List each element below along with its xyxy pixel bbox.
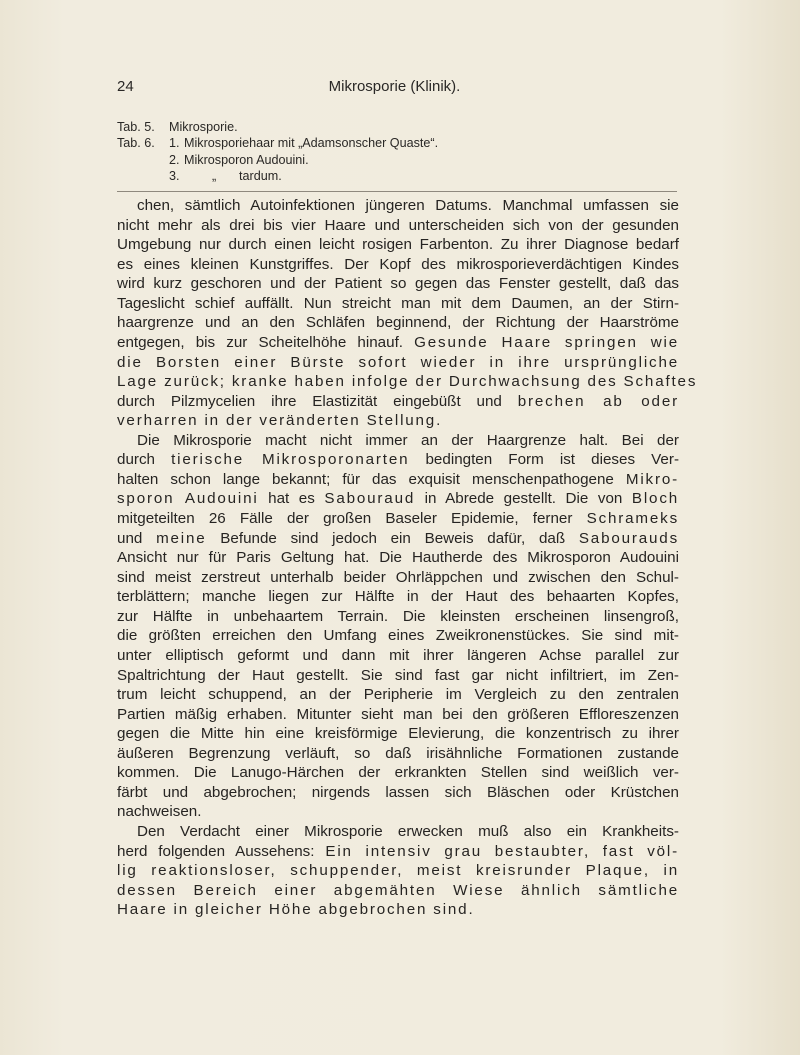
text-line	[117, 900, 679, 920]
text-line	[117, 353, 679, 373]
spaced-emphasis: sporon Audouini	[117, 490, 259, 508]
text-segment: entgegen, bis zur Scheitelhöhe hinauf.	[117, 333, 415, 351]
caption-text: tardum.	[239, 168, 282, 183]
text-line	[117, 274, 679, 294]
spaced-emphasis: dessen Bereich einer abgemähten Wiese ähnlich sämtliche	[117, 881, 679, 899]
caption-number: 1.	[169, 136, 180, 151]
plate-captions	[117, 119, 677, 184]
caption-tab-label: Tab. 5.	[117, 120, 155, 134]
spaced-emphasis: Bloch	[631, 490, 680, 508]
spaced-emphasis: lig reaktionsloser, schuppender, meist kreisrunder Plaque, in	[117, 862, 679, 880]
caption-number: 2.	[169, 152, 180, 167]
page-header	[117, 78, 672, 102]
spaced-emphasis: meine	[156, 529, 207, 547]
text-line	[117, 587, 679, 607]
text-segment: Befunde sind jedoch ein Beweis dafür, daß	[206, 529, 579, 547]
text-line	[117, 509, 679, 529]
text-segment: bedingten Form ist dieses Ver-	[409, 451, 679, 469]
text-line	[117, 411, 679, 431]
text-segment: haargrenze und an den Schläfen beginnend, der Richtung der Haarströme	[117, 314, 679, 332]
text-segment: färbt und abgebrochen; nirgends lassen sich Bläschen oder Krüstchen	[117, 783, 679, 801]
text-line	[117, 626, 679, 646]
text-line	[117, 372, 698, 392]
text-segment: nicht mehr als drei bis vier Haare und unterscheiden sich von der gesunden	[117, 216, 679, 234]
text-segment: Tageslicht schief auffällt. Nun streicht man mit dem Daumen, an der Stirn-	[117, 294, 679, 312]
caption-text: Mikrosporon Audouini.	[184, 152, 309, 167]
text-segment: in Abrede gestellt. Die von	[415, 490, 632, 508]
text-segment: herd folgenden Aussehens:	[117, 842, 326, 860]
text-segment: Die Mikrosporie macht nicht immer an der Haargrenze halt. Bei der	[137, 431, 679, 449]
text-segment: es eines kleinen Kunstgriffes. Der Kopf des mikrosporieverdächtigen Kindes	[117, 255, 679, 273]
text-segment: Partien mäßig erhaben. Mitunter sieht man bei den größeren Effloreszenzen	[117, 705, 679, 723]
spaced-emphasis: Ein intensiv grau bestaubter, fast völ-	[325, 842, 679, 860]
text-line	[117, 763, 679, 783]
text-line	[117, 607, 679, 627]
text-line	[117, 392, 679, 412]
paragraph	[117, 822, 679, 920]
text-segment: sind meist zerstreut unterhalb beider Ohrläppchen und zwischen den Schul-	[117, 568, 679, 586]
spaced-emphasis: verharren in der veränderten Stellung.	[117, 412, 443, 430]
spaced-emphasis: Gesunde Haare springen wie	[414, 333, 679, 351]
text-segment: durch	[117, 451, 172, 469]
text-line	[117, 470, 679, 490]
text-line	[117, 744, 679, 764]
text-line	[117, 548, 679, 568]
text-line	[117, 196, 679, 216]
text-line	[117, 313, 679, 333]
text-line	[117, 489, 679, 509]
spaced-emphasis: Lage zurück; kranke haben infolge der Durchwachsung des Schaftes	[117, 373, 698, 391]
text-segment: zur Hälfte in unbehaartem Terrain. Die kleinsten erscheinen linsengroß,	[117, 607, 679, 625]
text-segment: äußeren Begrenzung verläuft, so daß irisähnliche Formationen zustande	[117, 744, 679, 762]
text-line	[117, 861, 679, 881]
page-number: 24	[117, 78, 134, 95]
text-line	[117, 431, 679, 451]
paragraph	[117, 431, 679, 822]
text-segment: und	[117, 529, 157, 547]
text-line	[117, 802, 679, 822]
text-line	[117, 685, 679, 705]
caption-number: 3.	[169, 168, 180, 183]
text-line	[117, 646, 679, 666]
spaced-emphasis: Schrameks	[586, 510, 679, 527]
spaced-emphasis: Sabourauds	[578, 529, 679, 547]
text-line	[117, 822, 679, 842]
spaced-emphasis: die Borsten einer Bürste sofort wieder in ihre ursprüngliche	[117, 353, 679, 371]
text-line	[117, 294, 679, 314]
text-line	[117, 450, 679, 470]
spaced-emphasis: Sabouraud	[324, 490, 416, 508]
spaced-emphasis: Mikro-	[625, 470, 679, 488]
caption-line	[117, 119, 677, 135]
text-line	[117, 666, 679, 686]
text-segment: trum leicht schuppend, an der Peripherie im Vergleich zu den zentralen	[117, 686, 679, 704]
text-segment: wird kurz geschoren und der Patient so gegen das Fenster gestellt, daß das	[117, 275, 679, 293]
text-line	[117, 568, 679, 588]
text-line	[117, 705, 679, 725]
text-segment: unter elliptisch geformt und dann mit ihrer längeren Achse parallel zur	[117, 646, 679, 664]
text-segment: gegen die Mitte hin eine kreisförmige Elevierung, die konzentrisch zu ihrer	[117, 725, 679, 743]
caption-text: Mikrosporiehaar mit „Adamsonscher Quaste“.	[184, 136, 439, 151]
text-segment: terblättern; manche liegen zur Hälfte in der Haut des behaarten Kopfes,	[117, 588, 679, 606]
text-segment: Den Verdacht einer Mikrosporie erwecken muß also ein Krankheits-	[137, 823, 679, 840]
text-segment: halten schon lange bekannt; für das exquisit menschenpathogene	[117, 470, 626, 488]
text-line	[117, 529, 679, 549]
text-line	[117, 783, 679, 803]
text-line	[117, 842, 679, 862]
text-segment: Ansicht nur für Paris Geltung hat. Die Hautherde des Mikrosporon Audouini	[117, 549, 679, 567]
spaced-emphasis: tierische Mikrosporonarten	[171, 451, 410, 469]
spaced-emphasis: brechen ab oder	[517, 392, 679, 410]
caption-line	[117, 168, 677, 184]
text-segment: mitgeteilten 26 Fälle der großen Baseler Epidemie, ferner	[117, 510, 587, 527]
text-segment: kommen. Die Lanugo-Härchen der erkrankten Stellen sind weißlich ver-	[117, 764, 679, 782]
text-segment: Spaltrichtung der Haut gestellt. Sie sind fast gar nicht infiltriert, im Zen-	[117, 666, 679, 684]
text-line	[117, 881, 679, 901]
text-line	[117, 255, 679, 275]
text-segment: die größten erreichen den Umfang eines Zweikronenstückes. Sie sind mit-	[117, 627, 679, 645]
caption-line	[117, 152, 677, 168]
caption-text: Mikrosporie.	[169, 120, 238, 134]
separator-rule	[117, 191, 677, 192]
text-line	[117, 333, 679, 353]
text-line	[117, 235, 679, 255]
caption-line	[117, 135, 677, 151]
caption-tab-label: Tab. 6.	[117, 136, 155, 151]
text-segment: Umgebung nur durch einen leicht rosigen Farbenton. Zu ihrer Diagnose bedarf	[117, 236, 679, 254]
running-title: Mikrosporie (Klinik).	[328, 78, 461, 95]
body-text	[117, 196, 698, 920]
caption-ditto-mark: „	[212, 168, 217, 183]
text-line	[117, 724, 679, 744]
text-segment: nachweisen.	[117, 803, 202, 821]
text-segment: chen, sämtlich Autoinfektionen jüngeren Datums. Manchmal umfassen sie	[137, 197, 679, 214]
paragraph	[117, 196, 698, 431]
spaced-emphasis: Haare in gleicher Höhe abgebrochen sind.	[117, 901, 475, 919]
text-segment: durch Pilzmycelien ihre Elastizität eingebüßt und	[117, 392, 518, 410]
text-line	[117, 216, 679, 236]
text-segment: hat es	[258, 490, 325, 508]
